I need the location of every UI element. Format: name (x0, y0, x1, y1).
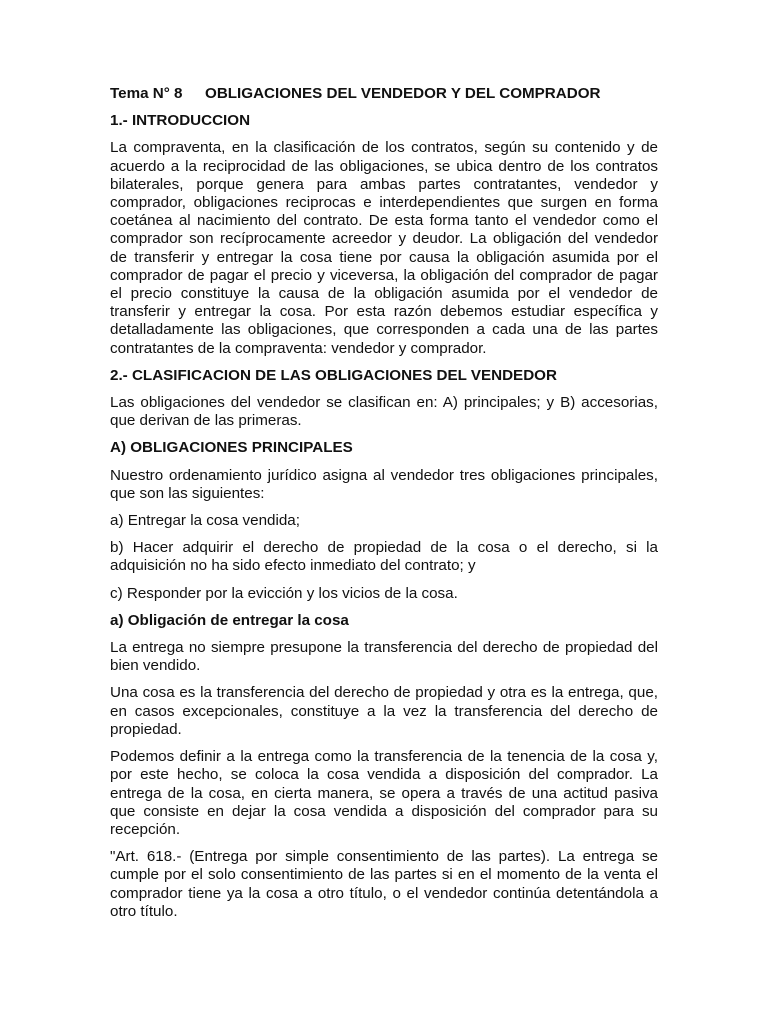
paragraph-entrega-2: Una cosa es la transferencia del derecho de propiedad y otra es la entrega, que, en casos excepcionales, constituye a la vez la transferencia del derecho de propiedad. (110, 684, 658, 738)
paragraph-introduccion: La compraventa, en la clasificación de los contratos, según su contenido y de acuerdo a la reciprocidad de las obligaciones, se ubica dentro de los contratos bilaterales, porque genera para ambas partes contratantes, vendedor y comprador, obligaciones reciprocas e interdependientes que surgen en forma coetánea al nacimiento del contrato. De esta forma tanto el vendedor como el comprador son recíprocamente acreedor y deudor. La obligación del vendedor de transferir y entregar la cosa tiene por causa la obligación asumida por el comprador de pagar el precio y viceversa, la obligación del comprador de pagar el precio constituye la causa de la obligación asumida por el vendedor de transferir y entregar la cosa. Por esta razón debemos estudiar específica y detalladamente las obligaciones, que corresponden a cada una de las partes contratantes de la compraventa: vendedor y comprador. (110, 139, 658, 357)
list-item-b: b) Hacer adquirir el derecho de propiedad de la cosa o el derecho, si la adquisición no ha sido efecto inmediato del contrato; y (110, 539, 658, 575)
title-number: Tema N° 8 (110, 85, 183, 102)
heading-obligaciones-principales: A) OBLIGACIONES PRINCIPALES (110, 439, 353, 457)
heading-clasificacion: 2.- CLASIFICACION DE LAS OBLIGACIONES DEL VENDEDOR (110, 366, 557, 384)
paragraph-entrega-3: Podemos definir a la entrega como la transferencia de la tenencia de la cosa y, por este hecho, se coloca la cosa vendida a disposición del comprador. La entrega de la cosa, en cierta manera, se opera a través de una actitud pasiva que consiste en dejar la cosa vendida a disposición del comprador para su recepción. (110, 748, 658, 838)
paragraph-art-618: "Art. 618.- (Entrega por simple consentimiento de las partes). La entrega se cumple por el solo consentimiento de las partes si en el momento de la venta el comprador tiene ya la cosa a otro título, o el vendedor continúa detentándola a otro título. (110, 848, 658, 920)
heading-introduccion: 1.- INTRODUCCION (110, 112, 251, 130)
paragraph-obligaciones-principales: Nuestro ordenamiento jurídico asigna al vendedor tres obligaciones principales, que son las siguientes: (110, 466, 658, 502)
list-item-a: a) Entregar la cosa vendida; (110, 512, 300, 530)
document-page (110, 85, 658, 930)
heading-obligacion-entregar: a) Obligación de entregar la cosa (110, 611, 349, 629)
paragraph-clasificacion: Las obligaciones del vendedor se clasifican en: A) principales; y B) accesorias, que derivan de las primeras. (110, 394, 658, 430)
list-item-c: c) Responder por la evicción y los vicios de la cosa. (110, 584, 458, 602)
paragraph-entrega-1: La entrega no siempre presupone la transferencia del derecho de propiedad del bien vendido. (110, 639, 658, 675)
document-title (110, 85, 658, 103)
title-text: OBLIGACIONES DEL VENDEDOR Y DEL COMPRADOR (205, 85, 601, 102)
